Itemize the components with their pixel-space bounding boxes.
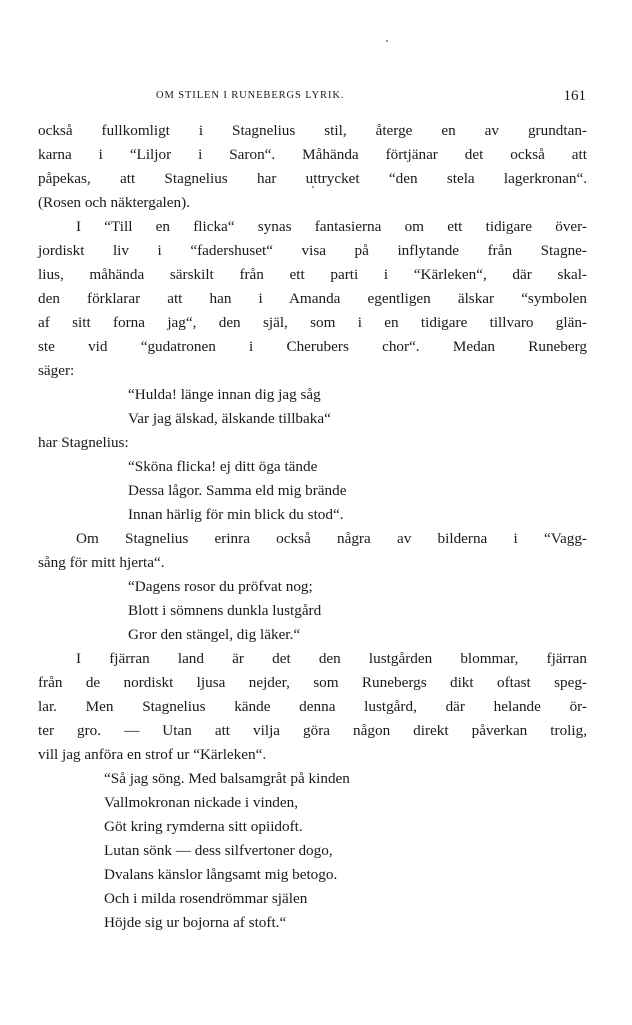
- text-line: af sitt forna jag“, den själ, som i en tidigare tillvaro glän-: [38, 314, 587, 331]
- page-number: 161: [563, 88, 586, 104]
- text-line: lius, måhända särskilt från ett parti i “Kärleken“, där skal-: [38, 266, 587, 283]
- verse-line: “Sköna flicka! ej ditt öga tände: [128, 458, 318, 475]
- text-line: säger:: [38, 362, 75, 379]
- verse-line: Göt kring rymderna sitt opiidoft.: [104, 818, 303, 835]
- verse-line: Och i milda rosendrömmar själen: [104, 890, 308, 907]
- verse-line: Var jag älskad, älskande tillbaka“: [128, 410, 331, 427]
- page-header: [38, 88, 590, 108]
- text-line: I “Till en flicka“ synas fantasierna om ett tidigare över-: [76, 218, 587, 235]
- text-line: den förklarar att han i Amanda egentligen älskar “symbolen: [38, 290, 587, 307]
- verse-line: “Så jag söng. Med balsamgråt på kinden: [104, 770, 350, 787]
- text-line: ter gro. — Utan att vilja göra någon direkt påverkan trolig,: [38, 722, 587, 739]
- verse-line: Lutan sönk — dess silfvertoner dogo,: [104, 842, 333, 859]
- body-text: [38, 119, 587, 935]
- verse-line: “Dagens rosor du pröfvat nog;: [128, 578, 313, 595]
- verse-line: Dvalans känslor långsamt mig betogo.: [104, 866, 338, 883]
- running-title: OM STILEN I RUNEBERGS LYRIK.: [156, 90, 345, 101]
- text-line: jordiskt liv i “fadershuset“ visa på inflytande från Stagne-: [38, 242, 587, 259]
- verse-line: Gror den stängel, dig läker.“: [128, 626, 301, 643]
- text-line: från de nordiskt ljusa nejder, som Runebergs dikt oftast speg-: [38, 674, 587, 691]
- text-line: karna i “Liljor i Saron“. Måhända förtjänar det också att: [38, 146, 587, 163]
- text-line: lar. Men Stagnelius kände denna lustgård, där helande ör-: [38, 698, 587, 715]
- text-line: Om Stagnelius erinra också några av bilderna i “Vagg-: [76, 530, 587, 547]
- verse-line: Höjde sig ur bojorna af stoft.“: [104, 914, 287, 931]
- verse-line: Innan härlig för min blick du stod“.: [128, 506, 344, 523]
- text-line: I fjärran land är det den lustgården blommar, fjärran: [76, 650, 587, 667]
- text-line: påpekas, att Stagnelius har uttrycket “den stela lagerkronan“.: [38, 170, 587, 187]
- text-line: också fullkomligt i Stagnelius stil, återge en av grundtan-: [38, 122, 587, 139]
- text-line: vill jag anföra en strof ur “Kärleken“.: [38, 746, 267, 763]
- verse-line: Blott i sömnens dunkla lustgård: [128, 602, 322, 619]
- text-line: har Stagnelius:: [38, 434, 129, 451]
- speck-mark: [386, 40, 388, 42]
- verse-line: Dessa lågor. Samma eld mig brände: [128, 482, 347, 499]
- verse-line: Vallmokronan nickade i vinden,: [104, 794, 299, 811]
- verse-line: “Hulda! länge innan dig jag såg: [128, 386, 321, 403]
- text-line: sång för mitt hjerta“.: [38, 554, 165, 571]
- text-line: (Rosen och näktergalen).: [38, 194, 190, 211]
- text-line: ste vid “gudatronen i Cherubers chor“. Medan Runeberg: [38, 338, 587, 355]
